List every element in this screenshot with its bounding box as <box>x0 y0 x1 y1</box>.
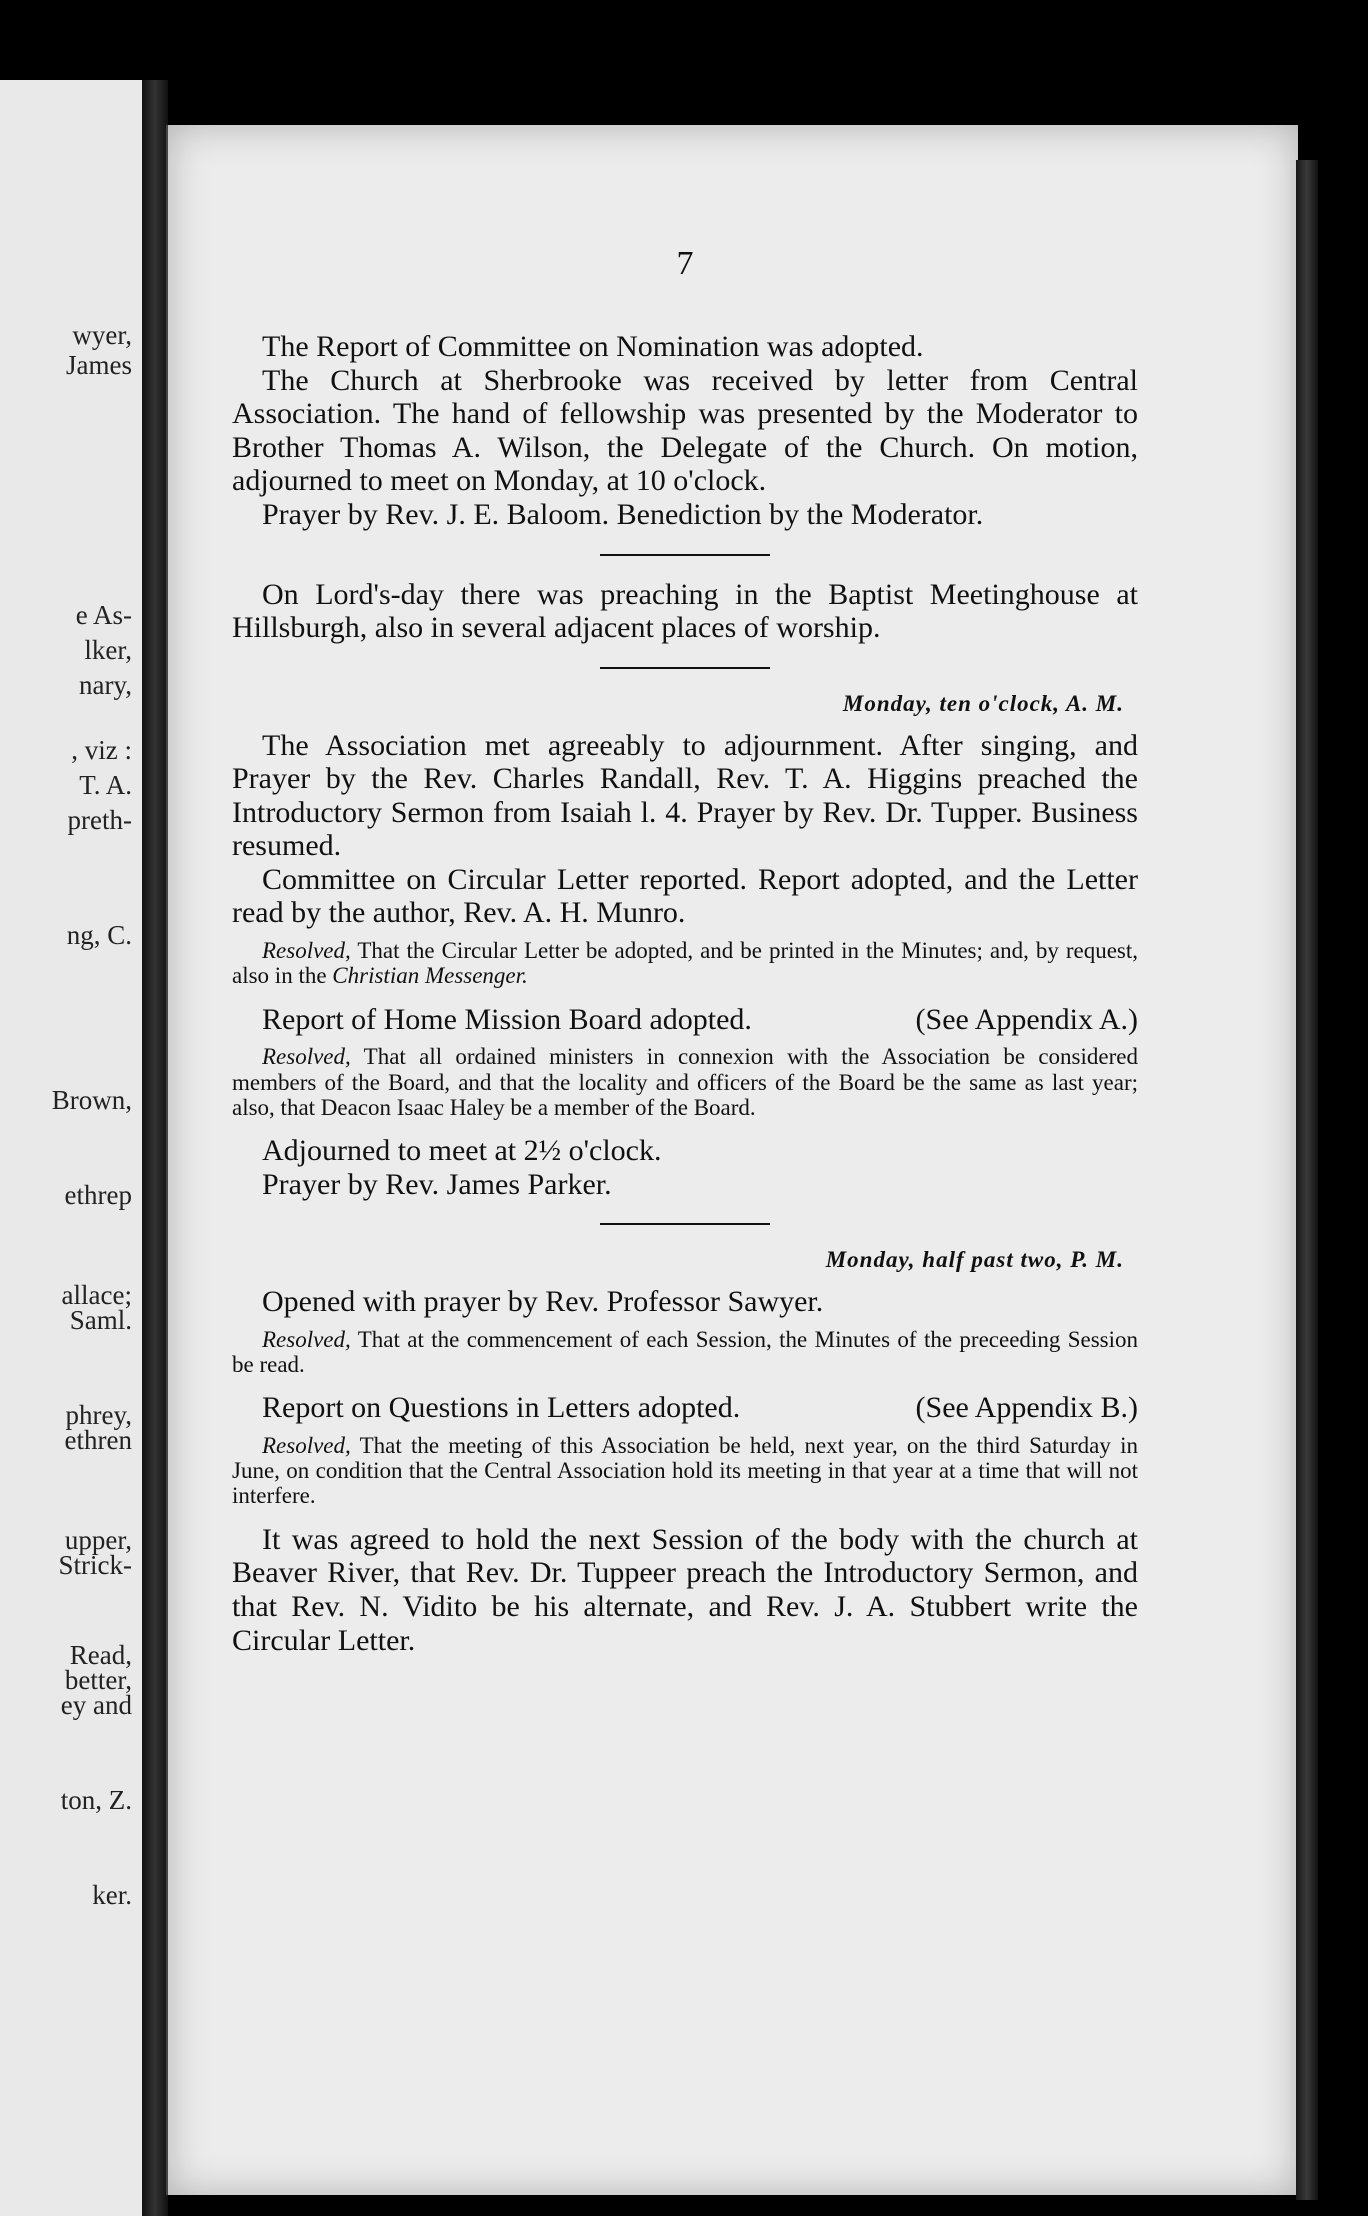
paragraph-sherbrooke: The Church at Sherbrooke was received by letter from Central Association. The hand of fellowship was presented by the Moderator to Brother Thomas A. Wilson, the Delegate of the Church. On motion, adjourned to meet on Monday, at 10 o'clock. <box>232 363 1138 498</box>
page-edge <box>1296 160 1318 2200</box>
left-page-fragment: James <box>66 350 132 380</box>
resolution-next-meeting <box>232 1433 1138 1509</box>
left-page-fragment: e As- <box>75 600 132 630</box>
left-page-fragment: ton, Z. <box>60 1785 132 1815</box>
page-content <box>232 245 1139 1657</box>
left-page-fragment: lker, <box>84 635 132 665</box>
resolved-label: Resolved, <box>262 1044 351 1070</box>
left-page-fragment: Strick- <box>58 1550 132 1580</box>
section-divider <box>600 667 770 669</box>
resolved-label: Resolved, <box>262 938 351 964</box>
left-page-fragment: ng, C. <box>66 920 132 950</box>
paragraph-adjourned: Adjourned to meet at 2½ o'clock. <box>262 1134 662 1168</box>
paragraph-prayer-parker: Prayer by Rev. James Parker. <box>262 1167 612 1201</box>
paragraph-opened-prayer: Opened with prayer by Rev. Professor Sawyer. <box>262 1285 824 1319</box>
left-page-fragment: Brown, <box>51 1085 132 1115</box>
paragraph-home-mission <box>232 1003 1138 1037</box>
book-gutter <box>142 80 168 2216</box>
left-page-fragment: preth- <box>67 805 132 835</box>
section-heading-monday-morning: Monday, ten o'clock, A. M. <box>842 690 1124 716</box>
left-page-fragment: ethrep <box>64 1180 132 1210</box>
left-page-fragment: phrey, <box>65 1400 132 1430</box>
paragraph-lords-day: On Lord's-day there was preaching in the Baptist Meetinghouse at Hillsburgh, also in several adjacent places of worship. <box>232 577 1138 645</box>
left-page-fragment: allace; <box>61 1280 132 1310</box>
resolution-circular-letter <box>232 938 1138 989</box>
resolution-text: That all ordained ministers in connexion with the Association be considered members of the Board, and that the locality and officers of the Board be the same as last year; also, that Deacon Isaac Haley be a member of the Board. <box>232 1044 1138 1120</box>
left-page-fragment: , viz : <box>71 735 132 765</box>
left-page-fragment: upper, <box>64 1525 132 1555</box>
resolved-label: Resolved, <box>262 1326 351 1352</box>
left-page-fragment: nary, <box>79 670 132 700</box>
paragraph-nomination: The Report of Committee on Nomination was adopted. <box>262 330 924 363</box>
section-divider <box>600 554 770 556</box>
section-heading-monday-afternoon: Monday, half past two, P. M. <box>825 1247 1124 1273</box>
left-facing-page <box>0 80 146 2216</box>
document-page <box>166 125 1298 2195</box>
resolution-ministers <box>232 1044 1138 1120</box>
resolution-text: That at the commencement of each Session, the Minutes of the preceeding Session be read. <box>232 1326 1138 1377</box>
section-divider <box>600 1223 770 1225</box>
page-number: 7 <box>676 245 694 282</box>
paragraph-next-session: It was agreed to hold the next Session of the body with the church at Beaver River, that Rev. Dr. Tuppeer preach the Introductory Sermon, and that Rev. N. Vidito be his alternate, and Rev. J. A. Stubbert write the Circular Letter. <box>232 1522 1138 1657</box>
left-page-fragment: ey and <box>60 1690 132 1720</box>
left-page-fragment: ker. <box>92 1880 132 1910</box>
left-page-fragment: ethren <box>64 1425 132 1455</box>
left-page-fragment: T. A. <box>79 770 132 800</box>
questions-text: Report on Questions in Letters adopted. <box>262 1391 741 1425</box>
paragraph-association-met: The Association met agreeably to adjournment. After singing, and Prayer by the Rev. Charles Randall, Rev. T. A. Higgins preached the Introductory Sermon from Isaiah l. 4. Prayer by Rev. Dr. Tupper. Business resumed. <box>232 728 1138 863</box>
paragraph-circular-letter: Committee on Circular Letter reported. Report adopted, and the Letter read by the author, Rev. A. H. Munro. <box>232 862 1138 930</box>
magazine-title: Christian Messenger. <box>332 963 528 989</box>
appendix-b-ref: (See Appendix B.) <box>915 1391 1138 1425</box>
resolution-minutes <box>232 1327 1138 1378</box>
paragraph-questions <box>232 1391 1138 1425</box>
resolution-text: That the meeting of this Association be held, next year, on the third Saturday in June, on condition that the Central Association hold its meeting in that year at a time that will not interfere. <box>232 1432 1138 1509</box>
paragraph-prayer-baloom: Prayer by Rev. J. E. Baloom. Benediction by the Moderator. <box>262 497 984 531</box>
left-page-fragment: wyer, <box>72 320 132 350</box>
resolution-text: That the Circular Letter be adopted, and be printed in the Minutes; and, by request, also in the <box>232 938 1139 989</box>
resolved-label: Resolved, <box>262 1432 351 1458</box>
left-page-fragment: Saml. <box>69 1305 132 1335</box>
left-page-fragment: better, <box>64 1665 132 1695</box>
appendix-a-ref: (See Appendix A.) <box>915 1002 1138 1036</box>
left-page-fragment: Read, <box>69 1640 132 1670</box>
home-mission-text: Report of Home Mission Board adopted. <box>262 1002 752 1036</box>
